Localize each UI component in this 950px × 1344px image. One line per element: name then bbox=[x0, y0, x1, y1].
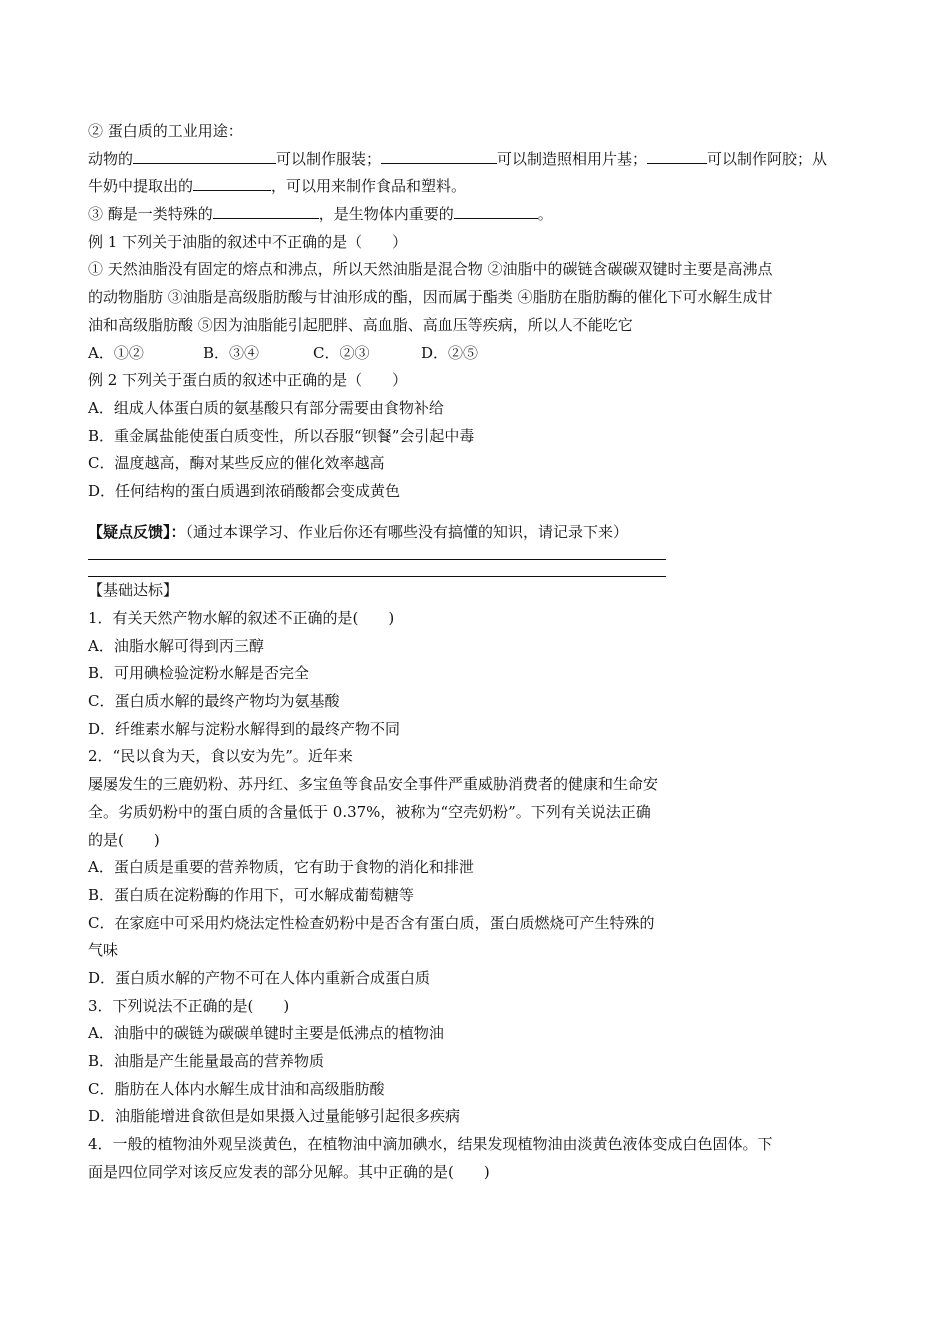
answer-blank[interactable] bbox=[454, 204, 538, 219]
q3-option-a[interactable]: A．油脂中的碳链为碳碳单键时主要是低沸点的植物油 bbox=[88, 1024, 444, 1043]
example2-option-d[interactable]: D．任何结构的蛋白质遇到浓硝酸都会变成黄色 bbox=[88, 481, 401, 500]
text: 牛奶中提取出的 bbox=[88, 177, 194, 196]
answer-blank[interactable] bbox=[213, 204, 319, 219]
example1-statement: 油和高级脂肪酸 ⑤因为油脂能引起肥胖、高血脂、高血压等疾病，所以人不能吃它 bbox=[88, 315, 633, 334]
example1-statement: ① 天然油脂没有固定的熔点和沸点，所以天然油脂是混合物 ②油脂中的碳链含碳碳双键时主要是高沸点 bbox=[88, 260, 773, 279]
text: ，可以用来制作食品和塑料。 bbox=[271, 177, 467, 196]
q3-option-c[interactable]: C．脂肪在人体内水解生成甘油和高级脂肪酸 bbox=[88, 1079, 385, 1098]
q1-option-c[interactable]: C．蛋白质水解的最终产物均为氨基酸 bbox=[88, 692, 340, 711]
q4-stem: 面是四位同学对该反应发表的部分见解。其中正确的是( ) bbox=[88, 1162, 490, 1181]
industrial-heading: ② 蛋白质的工业用途： bbox=[88, 122, 243, 140]
q1-stem: 1．有关天然产物水解的叙述不正确的是( ) bbox=[88, 609, 395, 627]
basic-section-title: 【基础达标】 bbox=[88, 581, 179, 600]
choice-d[interactable]: D．②⑤ bbox=[421, 343, 479, 362]
enzyme-line bbox=[88, 201, 873, 229]
example2-option-a[interactable]: A．组成人体蛋白质的氨基酸只有部分需要由食物补给 bbox=[88, 398, 444, 417]
choice-b[interactable]: B．③④ bbox=[203, 343, 260, 362]
q2-option-b[interactable]: B．蛋白质在淀粉酶的作用下，可水解成葡萄糖等 bbox=[88, 885, 415, 904]
example1-statement: 的动物脂肪 ③油脂是高级脂肪酸与甘油形成的酯，因而属于酯类 ④脂肪在脂肪酶的催化下可水解生成甘 bbox=[88, 288, 773, 307]
q2-option-a[interactable]: A．蛋白质是重要的营养物质，它有助于食物的消化和排泄 bbox=[88, 858, 474, 877]
example1-question: 例 1 下列关于油脂的叙述中不正确的是（ ） bbox=[88, 232, 408, 251]
q1-option-a[interactable]: A．油脂水解可得到丙三醇 bbox=[88, 636, 264, 655]
q3-option-d[interactable]: D．油脂能增进食欲但是如果摄入过量能够引起很多疾病 bbox=[88, 1107, 461, 1126]
text: 可以制作服装； bbox=[276, 149, 382, 168]
choice-c[interactable]: C．②③ bbox=[313, 343, 370, 362]
q2-option-c[interactable]: C．在家庭中可采用灼烧法定性检查奶粉中是否含有蛋白质，蛋白质燃烧可产生特殊的 bbox=[88, 913, 655, 932]
example1-choices bbox=[88, 340, 873, 368]
q2-stem: 全。劣质奶粉中的蛋白质的含量低于 0.37%，被称为“空壳奶粉”。下列有关说法正确 bbox=[88, 802, 651, 821]
text: 可以制造照相用片基； bbox=[497, 149, 648, 168]
q2-option-c-cont: 气味 bbox=[88, 941, 119, 960]
q2-stem: 的是( ) bbox=[88, 830, 160, 849]
example2-option-b[interactable]: B．重金属盐能使蛋白质变性，所以吞服“钡餐”会引起中毒 bbox=[88, 426, 475, 445]
answer-blank[interactable] bbox=[381, 149, 497, 164]
industrial-line-1 bbox=[88, 146, 873, 174]
text: ，是生物体内重要的 bbox=[318, 205, 454, 224]
text: 动物的 bbox=[88, 149, 134, 168]
choice-a[interactable]: A．①② bbox=[88, 343, 144, 362]
text: 。 bbox=[537, 205, 553, 224]
worksheet-page bbox=[88, 118, 873, 1186]
industrial-line-2 bbox=[88, 173, 873, 201]
feedback-title: 【疑点反馈】： bbox=[88, 522, 186, 541]
feedback-note: （通过本课学习、作业后你还有哪些没有搞懂的知识，请记录下来） bbox=[185, 522, 629, 541]
text: 可以制作阿胶；从 bbox=[707, 149, 828, 168]
answer-blank[interactable] bbox=[647, 149, 707, 164]
answer-blank[interactable] bbox=[193, 176, 271, 191]
q3-stem: 3．下列说法不正确的是( ) bbox=[88, 996, 290, 1015]
q4-stem: 4．一般的植物油外观呈淡黄色，在植物油中滴加碘水，结果发现植物油由淡黄色液体变成白色固体。下 bbox=[88, 1135, 773, 1154]
q2-option-d[interactable]: D．蛋白质水解的产物不可在人体内重新合成蛋白质 bbox=[88, 968, 431, 987]
example2-question: 例 2 下列关于蛋白质的叙述中正确的是（ ） bbox=[88, 371, 408, 390]
q2-stem: 屡屡发生的三鹿奶粉、苏丹红、多宝鱼等食品安全事件严重威胁消费者的健康和生命安 bbox=[88, 775, 659, 794]
feedback-heading bbox=[88, 519, 873, 547]
q3-option-b[interactable]: B．油脂是产生能量最高的营养物质 bbox=[88, 1052, 325, 1070]
feedback-writing-line[interactable] bbox=[88, 559, 666, 560]
example2-option-c[interactable]: C．温度越高，酶对某些反应的催化效率越高 bbox=[88, 454, 385, 473]
answer-blank[interactable] bbox=[133, 149, 276, 164]
q2-stem: 2．“民以食为天，食以安为先”。近年来 bbox=[88, 747, 353, 766]
q1-option-b[interactable]: B．可用碘检验淀粉水解是否完全 bbox=[88, 664, 310, 683]
q1-option-d[interactable]: D．纤维素水解与淀粉水解得到的最终产物不同 bbox=[88, 719, 401, 738]
text: ③ 酶是一类特殊的 bbox=[88, 205, 213, 224]
spacer bbox=[88, 506, 873, 519]
